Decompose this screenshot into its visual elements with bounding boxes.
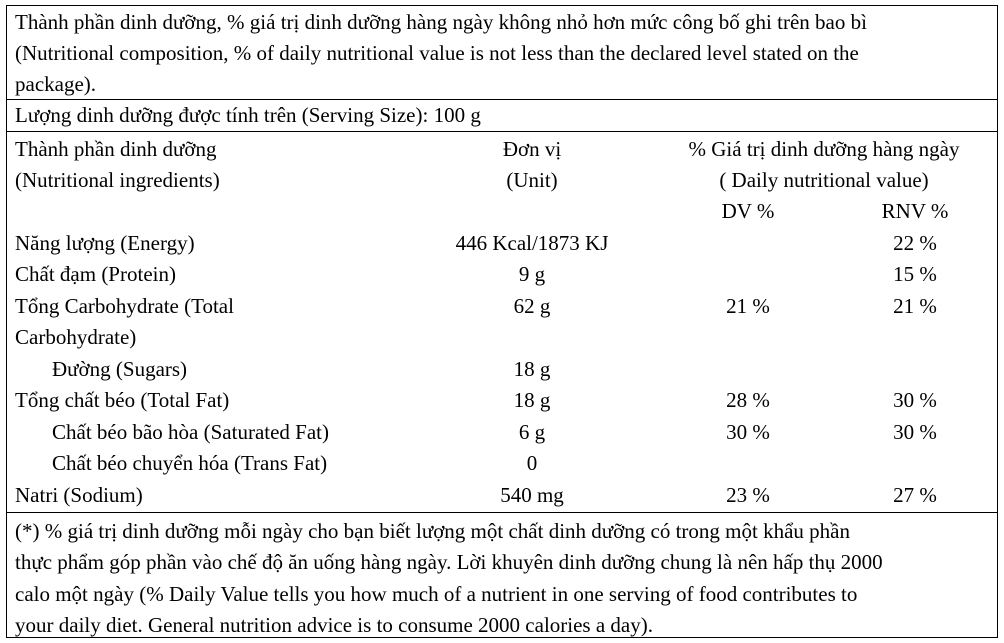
row-protein-name: Chất đạm (Protein) bbox=[15, 262, 176, 286]
row-carb-rnv: 21 % bbox=[893, 294, 937, 318]
row-sugars-name: Đường (Sugars) bbox=[52, 357, 188, 381]
row-carb-dv: 21 % bbox=[726, 294, 770, 318]
row-sodium-name: Natri (Sodium) bbox=[15, 483, 143, 507]
col-unit-en: (Unit) bbox=[506, 168, 558, 192]
row-energy-name: Năng lượng (Energy) bbox=[15, 231, 195, 255]
row-fat-dv: 28 % bbox=[726, 388, 770, 412]
row-energy-rnv: 22 % bbox=[893, 231, 937, 255]
header-line-1: Thành phần dinh dưỡng, % giá trị dinh dưỡng hàng ngày không nhỏ hơn mức công bố ghi trên bao bì bbox=[15, 10, 867, 34]
col-dv-vi: % Giá trị dinh dưỡng hàng ngày bbox=[688, 137, 960, 161]
col-ingredient-vi: Thành phần dinh dưỡng bbox=[15, 137, 217, 161]
row-fat-unit: 18 g bbox=[513, 388, 551, 412]
col-ingredient-en: (Nutritional ingredients) bbox=[15, 168, 220, 192]
row-energy-unit: 446 Kcal/1873 KJ bbox=[455, 231, 609, 255]
row-carb-name: Tổng Carbohydrate (Total bbox=[15, 294, 234, 318]
footnote-line-1: (*) % giá trị dinh dưỡng mỗi ngày cho bạn biết lượng một chất dinh dưỡng có trong một khẩu phần bbox=[15, 519, 850, 543]
row-carb-unit: 62 g bbox=[513, 294, 551, 318]
row-sodium-dv: 23 % bbox=[726, 483, 770, 507]
nutrient-table-body bbox=[7, 132, 997, 513]
serving-section bbox=[7, 100, 997, 132]
row-protein-unit: 9 g bbox=[518, 262, 546, 286]
row-satfat-dv: 30 % bbox=[726, 420, 770, 444]
header-line-2: (Nutritional composition, % of daily nutritional value is not less than the declared level stated on the bbox=[15, 41, 859, 65]
col-unit-vi: Đơn vị bbox=[502, 137, 562, 161]
row-protein-rnv: 15 % bbox=[893, 262, 937, 286]
footnote-line-3: calo một ngày (% Daily Value tells you how much of a nutrient in one serving of food contributes to bbox=[15, 582, 858, 606]
col-dv: DV % bbox=[721, 199, 775, 223]
row-satfat-rnv: 30 % bbox=[893, 420, 937, 444]
header-section bbox=[7, 6, 997, 100]
col-rnv: RNV % bbox=[881, 199, 949, 223]
footnote-line-4: your daily diet. General nutrition advice is to consume 2000 calories a day). bbox=[15, 613, 653, 637]
nutrition-table bbox=[6, 5, 998, 638]
row-fat-rnv: 30 % bbox=[893, 388, 937, 412]
header-line-3: package). bbox=[15, 72, 97, 96]
footnote-line-2: thực phẩm góp phần vào chế độ ăn uống hàng ngày. Lời khuyên dinh dưỡng chung là nên hấp thụ 2000 bbox=[15, 550, 883, 574]
col-dv-en: ( Daily nutritional value) bbox=[719, 168, 929, 192]
row-transfat-name: Chất béo chuyển hóa (Trans Fat) bbox=[52, 451, 328, 475]
serving-size: Lượng dinh dưỡng được tính trên (Serving Size): 100 g bbox=[15, 103, 481, 127]
row-sodium-unit: 540 mg bbox=[500, 483, 564, 507]
row-satfat-name: Chất béo bão hòa (Saturated Fat) bbox=[52, 420, 329, 444]
row-fat-name: Tổng chất béo (Total Fat) bbox=[15, 388, 230, 412]
row-transfat-unit: 0 bbox=[526, 451, 538, 475]
row-satfat-unit: 6 g bbox=[518, 420, 546, 444]
row-sugars-unit: 18 g bbox=[513, 357, 551, 381]
row-sodium-rnv: 27 % bbox=[893, 483, 937, 507]
row-carb-name-cont: Carbohydrate) bbox=[15, 325, 137, 349]
footnote-section bbox=[7, 513, 997, 637]
